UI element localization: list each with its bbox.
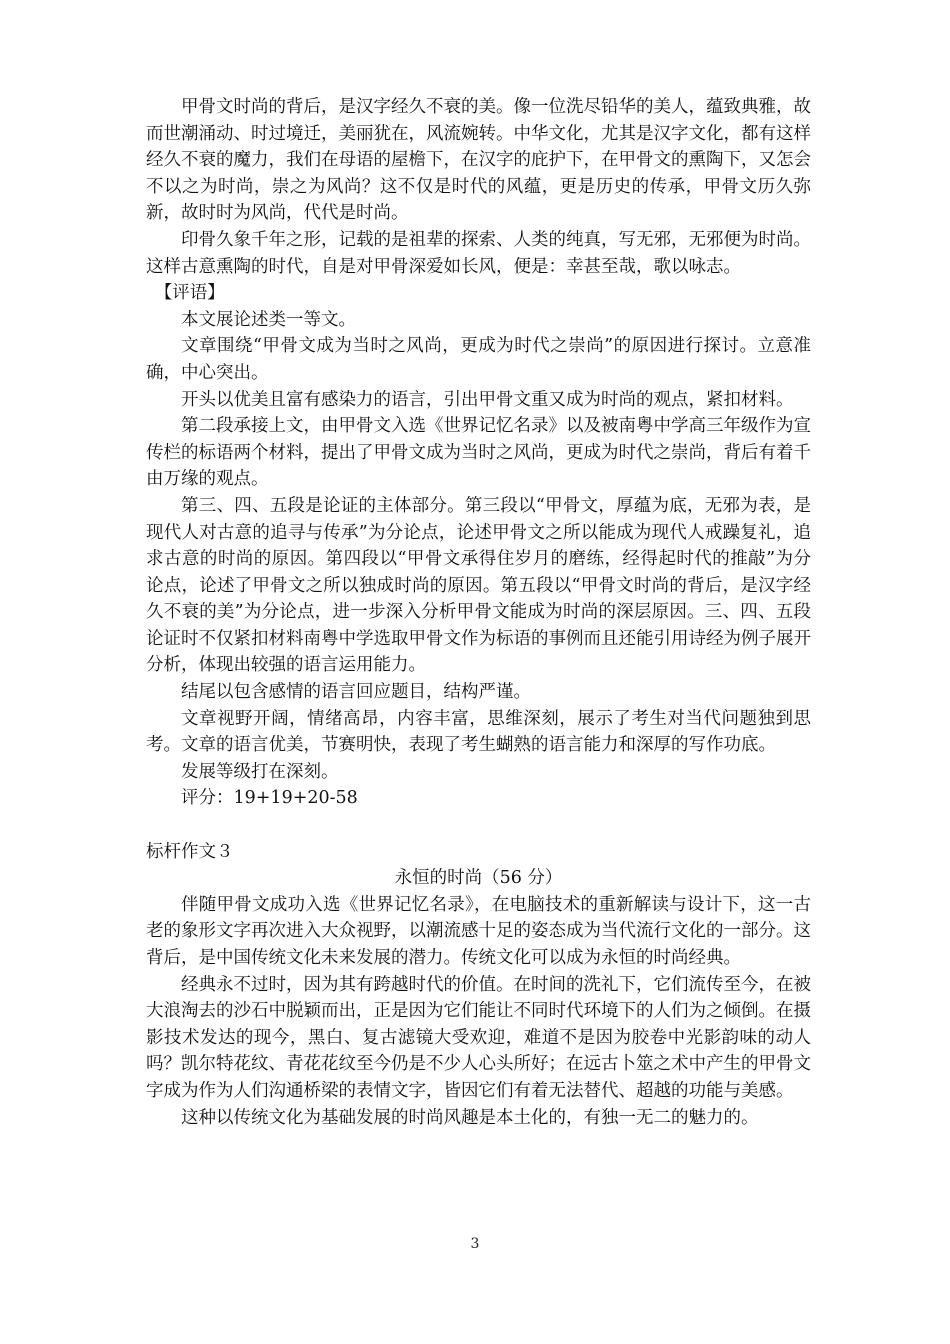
page-content	[146, 94, 811, 1131]
essay-paragraph-3: 这种以传统文化为基础发展的时尚风趣是本土化的，有独一无二的魅力的。	[181, 1107, 759, 1128]
essay-paragraph-1: 伴随甲骨文成功入选《世界记忆名录》，在电脑技术的重新解读与设计下，这一古老的象形文字再次进入大众视野，以潮流感十足的姿态成为当代流行文化的一部分。这背后，是中国传统文化未来发展的潜力。传统文化可以成为永恒的时尚经典。	[146, 894, 811, 968]
comment-score: 评分：19+19+20-58	[181, 788, 358, 809]
comment-paragraph-5: 第三、四、五段是论证的主体部分。第三段以“甲骨文，厚蕴为底，无邪为表，是现代人对古意的追寻与传承”为分论点，论述甲骨文之所以能成为现代人戒躁复礼，追求古意的时尚的原因。第四段以“甲骨文承得住岁月的磨练，经得起时代的推敲”为分论点，论述了甲骨文之所以独成时尚的原因。第五段以“甲骨文时尚的背后，是汉字经久不衰的美”为分论点，进一步深入分析甲骨文能成为时尚的深层原因。三、四、五段论证时不仅紧扣材料南粤中学选取甲骨文作为标语的事例而且还能引用诗经为例子展开分析，体现出较强的语言运用能力。	[146, 495, 811, 676]
comment-paragraph-1: 本文展论述类一等文。	[181, 309, 356, 330]
body-paragraph-2: 印骨久象千年之形，记载的是祖辈的探索、人类的纯真，写无邪，无邪便为时尚。这样古意熏陶的时代，自是对甲骨深爱如长风，便是：幸甚至哉，歌以咏志。	[146, 229, 811, 277]
comment-paragraph-2: 文章围绕“甲骨文成为当时之风尚，更成为时代之崇尚”的原因进行探讨。立意准确，中心突出。	[146, 336, 811, 383]
comment-paragraph-7: 文章视野开阔，情绪高昂，内容丰富，思维深刻，展示了考生对当代问题独到思考。文章的语言优美，节赛明快，表现了考生蝴熟的语言能力和深厚的写作功底。	[146, 708, 811, 756]
comment-paragraph-8: 发展等级打在深刻。	[181, 761, 339, 782]
essay-paragraph-2: 经典永不过时，因为其有跨越时代的价值。在时间的洗礼下，它们流传至今，在被大浪淘去的沙石中脱颖而出，正是因为它们能让不同时代环境下的人们为之倾倒。在摄影技术发达的现今，黑白、复古滤镜大受欢迎，难道不是因为胶卷中光影韵味的动人吗？凯尔特花纹、青花花纹至今仍是不少人心头所好；在远古卜筮之术中产生的甲骨文字成为作为人们沟通桥梁的表情文字，皆因它们有着无法替代、超越的功能与美感。	[146, 974, 811, 1101]
body-paragraph-1: 甲骨文时尚的背后，是汉字经久不衰的美。像一位洗尽铅华的美人，蕴致典雅，故而世潮涌动、时过境迁，美丽犹在，风流婉转。中华文化，尤其是汉字文化，都有这样经久不衰的魔力，我们在母语的屋檐下，在汉字的庇护下，在甲骨文的熏陶下，又怎会不以之为时尚，崇之为风尚？这不仅是时代的风蕴，更是历史的传承，甲骨文历久弥新，故时时为风尚，代代是时尚。	[146, 97, 811, 224]
page-number: 3	[470, 1236, 480, 1252]
section-spacer	[146, 812, 811, 839]
comment-paragraph-6: 结尾以包含感情的语言回应题目，结构严谨。	[181, 682, 531, 703]
comment-label: 【评语】	[154, 283, 225, 304]
essay-heading: 标杆作文３	[146, 841, 234, 862]
comment-paragraph-4: 第二段承接上文，由甲骨文入选《世界记忆名录》以及被南粤中学高三年级作为宣传栏的标语两个材料，提出了甲骨文成为当时之风尚，更成为时代之崇尚，背后有着千由万缘的观点。	[146, 416, 811, 490]
essay-title: 永恒的时尚（56 分）	[394, 868, 563, 889]
comment-paragraph-3: 开头以优美且富有感染力的语言，引出甲骨文重又成为时尚的观点，紧扣材料。	[181, 389, 794, 410]
